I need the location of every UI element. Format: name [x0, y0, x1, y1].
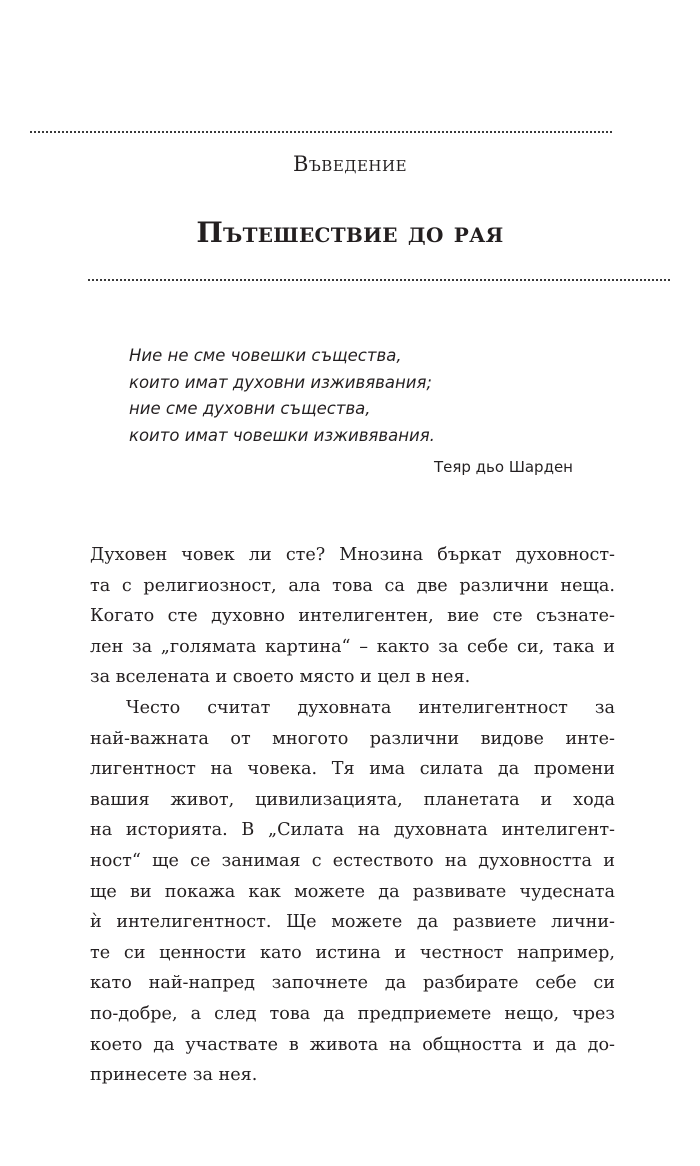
- text-line: та с религиозност, ала това са две различни неща.: [90, 575, 615, 596]
- epigraph-line: които имат човешки изживявания.: [129, 425, 435, 445]
- text-line: ще ви покажа как можете да развивате чудесната: [90, 881, 615, 902]
- text-line: на историята. В „Силата на духовната интелигент-: [90, 820, 615, 841]
- text-line: вашия живот, цивилизацията, планетата и хода: [90, 789, 615, 810]
- text-line: лигентност на човека. Тя има силата да промени: [90, 759, 615, 780]
- text-line: което да участвате в живота на общността и да до-: [90, 1034, 615, 1055]
- text-line: те си ценности като истина и честност например,: [90, 942, 615, 963]
- text-line: Често считат духовната интелигентност за: [126, 697, 615, 718]
- text-line: ност“ ще се занимая с естеството на духовността и: [90, 850, 615, 871]
- epigraph: [129, 343, 589, 449]
- body-text: [90, 540, 615, 1091]
- bottom-dotted-divider: [88, 279, 670, 281]
- paragraph-1: [90, 540, 615, 693]
- chapter-title: Пътешествие до рая: [196, 216, 504, 249]
- text-line: за вселената и своето място и цел в нея.: [90, 667, 471, 688]
- text-line: най-важната от многото различни видове инте-: [90, 728, 615, 749]
- text-line: Духовен човек ли сте? Мнозина бъркат духовност-: [90, 545, 615, 565]
- text-line: ѝ интелигентност. Ще можете да развиете лични-: [90, 912, 615, 933]
- paragraph-2: [90, 693, 615, 1091]
- text-line: като най-напред започнете да разбирате себе си: [90, 973, 615, 994]
- epigraph-line: ние сме духовни същества,: [129, 399, 371, 418]
- text-line: принесете за нея.: [90, 1065, 258, 1086]
- text-line: по-добре, а след това да предприемете нещо, чрез: [90, 1003, 615, 1024]
- text-line: Когато сте духовно интелигентен, вие сте съзнате-: [90, 606, 615, 627]
- epigraph-author: Теяр дьо Шарден: [433, 458, 573, 476]
- top-dotted-divider: [30, 131, 612, 133]
- epigraph-line: които имат духовни изживявания;: [129, 372, 432, 392]
- epigraph-line: Ние не сме човешки същества,: [129, 346, 402, 365]
- text-line: лен за „голямата картина“ – както за себе си, така и: [90, 636, 615, 657]
- chapter-label: Въведение: [292, 152, 408, 176]
